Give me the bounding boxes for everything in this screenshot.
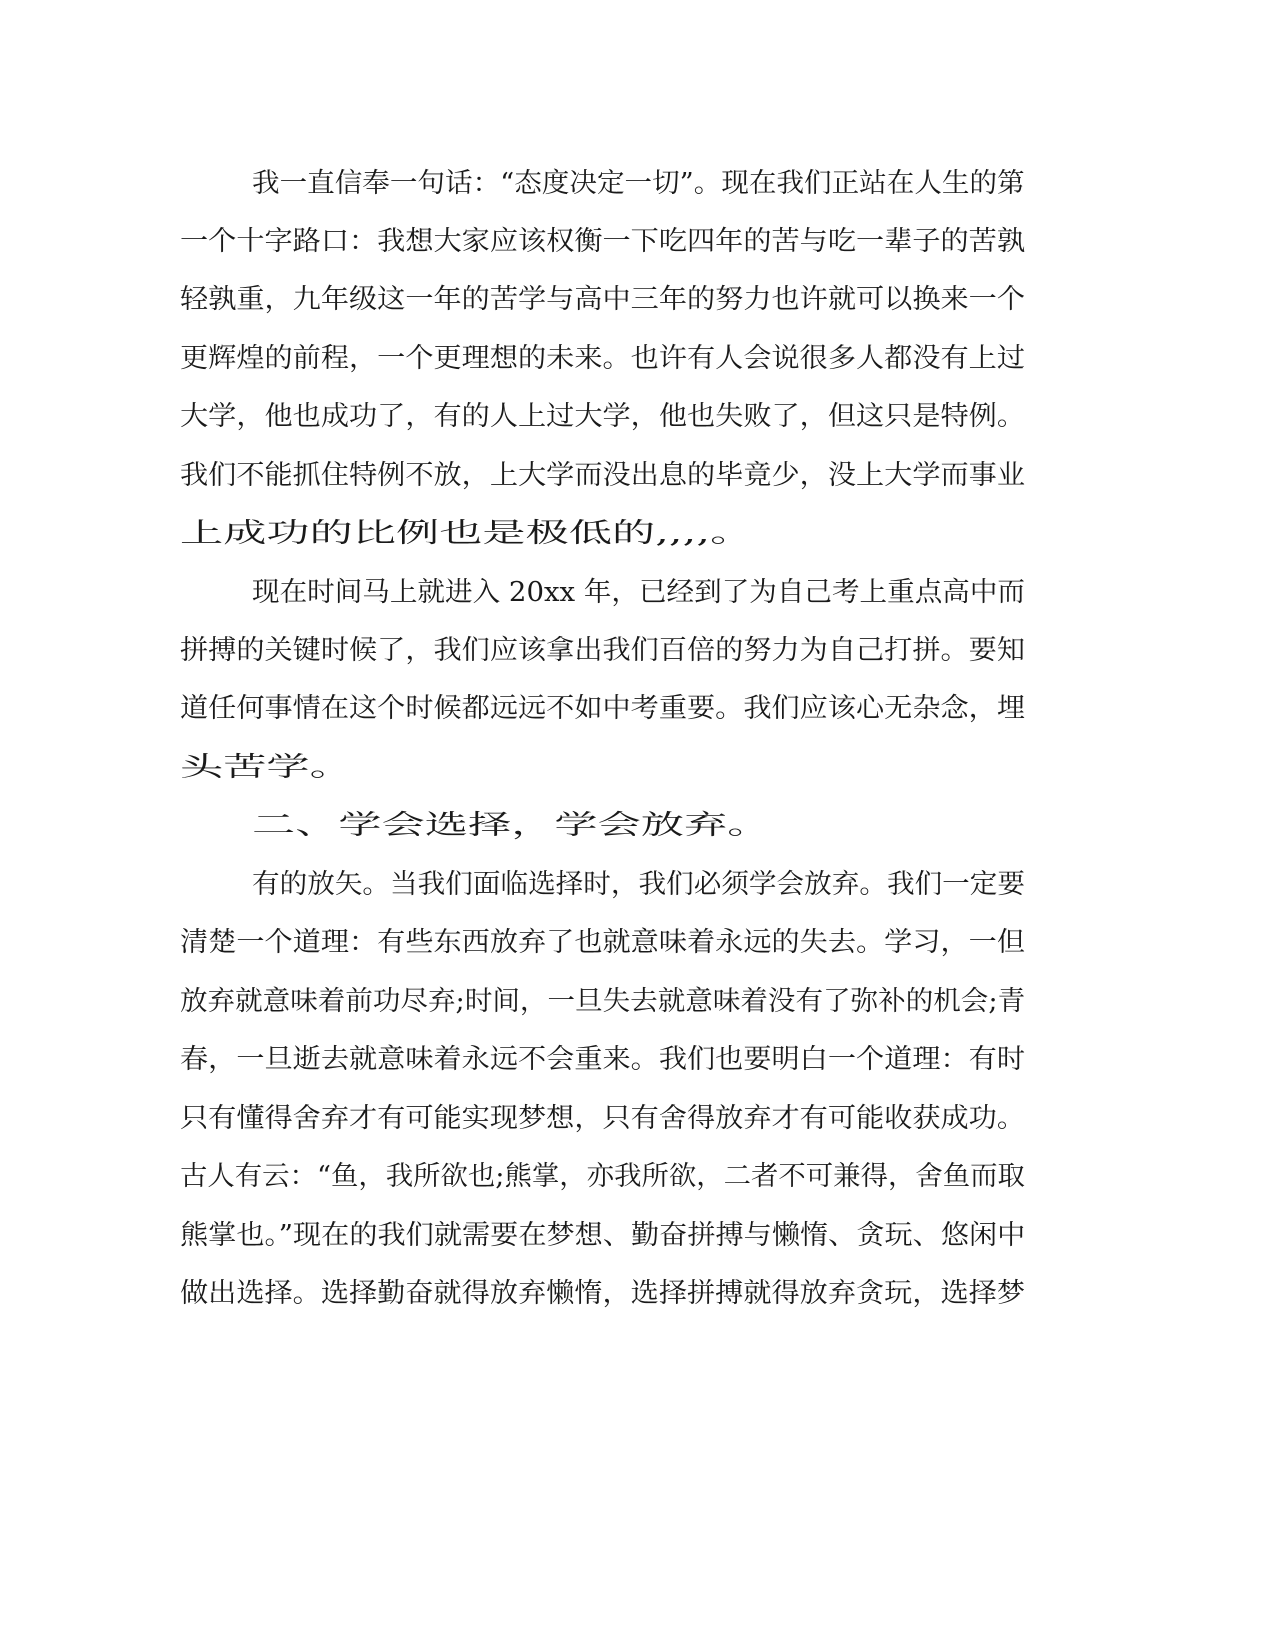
text-line: 轻孰重，九年级这一年的苦学与高中三年的努力也许就可以换来一个 (180, 284, 1025, 315)
text-line: 我们不能抓住特例不放，上大学而没出息的毕竟少，没上大学而事业 (180, 460, 1025, 491)
text-line: 做出选择。选择勤奋就得放弃懒惰，选择拼搏就得放弃贪玩，选择梦 (180, 1278, 1025, 1309)
text-line: 现在时间马上就进入 20xx 年，已经到了为自己考上重点高中而 (252, 577, 1025, 608)
text-line: 清楚一个道理：有些东西放弃了也就意味着永远的失去。学习，一但 (180, 927, 1025, 958)
text-line: 只有懂得舍弃才有可能实现梦想，只有舍得放弃才有可能收获成功。 (180, 1103, 1025, 1134)
text-line: 头苦学。 (180, 752, 353, 783)
text-line: 一个十字路口：我想大家应该权衡一下吃四年的苦与吃一辈子的苦孰 (180, 226, 1025, 257)
text-line: 拼搏的关键时候了，我们应该拿出我们百倍的努力为自己打拼。要知 (180, 635, 1025, 666)
text-line: 放弃就意味着前功尽弃;时间，一旦失去就意味着没有了弥补的机会;青 (180, 986, 1026, 1017)
text-line: 更辉煌的前程，一个更理想的未来。也许有人会说很多人都没有上过 (180, 343, 1025, 374)
section-heading: 二、学会选择，学会放弃。 (252, 810, 771, 841)
text-line: 大学，他也成功了，有的人上过大学，他也失败了，但这只是特例。 (180, 401, 1025, 432)
text-line: 道任何事情在这个时候都远远不如中考重要。我们应该心无杂念，埋 (180, 693, 1025, 724)
text-line: 熊掌也。”现在的我们就需要在梦想、勤奋拼搏与懒惰、贪玩、悠闲中 (180, 1220, 1026, 1251)
text-line: 春，一旦逝去就意味着永远不会重来。我们也要明白一个道理：有时 (180, 1044, 1025, 1075)
text-line: 古人有云：“鱼，我所欲也;熊掌，亦我所欲，二者不可兼得，舍鱼而取 (180, 1161, 1025, 1192)
text-line: 有的放矢。当我们面临选择时，我们必须学会放弃。我们一定要 (252, 869, 1025, 900)
text-line: 上成功的比例也是极低的,,,,。 (180, 518, 754, 549)
text-line: 我一直信奉一句话：“态度决定一切”。现在我们正站在人生的第 (252, 168, 1025, 199)
